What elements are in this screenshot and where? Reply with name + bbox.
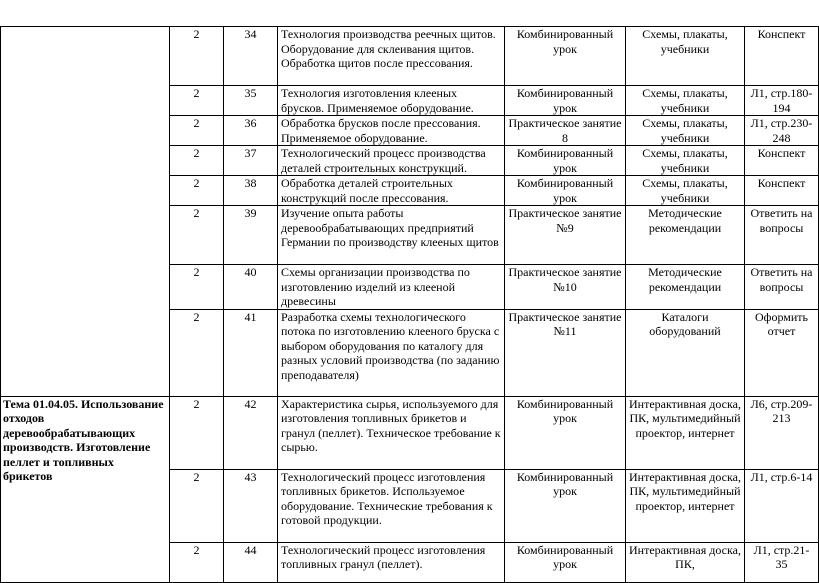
hours-cell: 2 [170, 309, 224, 396]
homework-cell: Л6, стр.209-213 [745, 396, 819, 469]
lesson-type-cell: Комбинированный урок [505, 542, 626, 582]
lesson-type-cell: Комбинированный урок [505, 469, 626, 542]
hours-cell: 2 [170, 469, 224, 542]
homework-cell: Конспект [745, 146, 819, 176]
homework-cell: Ответить на вопросы [745, 265, 819, 310]
homework-cell: Конспект [745, 176, 819, 206]
means-cell: Методические рекомендации [626, 265, 745, 310]
homework-cell: Л1, стр.6-14 [745, 469, 819, 542]
topic-cell [1, 27, 170, 397]
lesson-type-cell: Комбинированный урок [505, 176, 626, 206]
content-cell: Обработка брусков после прессования. Применяемое оборудование. [278, 116, 505, 146]
means-cell: Каталоги оборудований [626, 309, 745, 396]
content-cell: Технологический процесс изготовления топливных гранул (пеллет). [278, 542, 505, 582]
lesson-type-cell: Практическое занятие №9 [505, 206, 626, 265]
curriculum-table [0, 26, 819, 583]
lesson-number-cell: 38 [224, 176, 278, 206]
homework-cell: Ответить на вопросы [745, 206, 819, 265]
content-cell: Разработка схемы технологического потока по изготовлению клееного бруска с выбором оборудования по каталогу для разных условий производства (по заданию преподавателя) [278, 309, 505, 396]
lesson-number-cell: 37 [224, 146, 278, 176]
topic-cell: Тема 01.04.05. Использование отходов деревообрабатывающих производств. Изготовление пеллет и топливных брикетов [1, 396, 170, 582]
means-cell: Схемы, плакаты, учебники [626, 86, 745, 116]
content-cell: Характеристика сырья, используемого для изготовления топливных брикетов и гранул (пеллет). Техническое требование к сырью. [278, 396, 505, 469]
homework-cell: Л1, стр.21-35 [745, 542, 819, 582]
homework-cell: Конспект [745, 27, 819, 86]
table-row [1, 396, 819, 469]
means-cell: Схемы, плакаты, учебники [626, 116, 745, 146]
lesson-number-cell: 40 [224, 265, 278, 310]
lesson-type-cell: Комбинированный урок [505, 146, 626, 176]
means-cell: Схемы, плакаты, учебники [626, 27, 745, 86]
content-cell: Технология производства реечных щитов. Оборудование для склеивания щитов. Обработка щитов после прессования. [278, 27, 505, 86]
lesson-number-cell: 36 [224, 116, 278, 146]
lesson-type-cell: Практическое занятие №10 [505, 265, 626, 310]
content-cell: Изучение опыта работы деревообрабатывающих предприятий Германии по производству клееных щитов [278, 206, 505, 265]
means-cell: Интерактивная доска, ПК, мультимедийный проектор, интернет [626, 469, 745, 542]
means-cell: Схемы, плакаты, учебники [626, 176, 745, 206]
content-cell: Схемы организации производства по изготовлению изделий из клееной древесины [278, 265, 505, 310]
hours-cell: 2 [170, 176, 224, 206]
content-cell: Технологический процесс производства деталей строительных конструкций. [278, 146, 505, 176]
lesson-type-cell: Комбинированный урок [505, 396, 626, 469]
means-cell: Интерактивная доска, ПК, мультимедийный проектор, интернет [626, 396, 745, 469]
lesson-number-cell: 34 [224, 27, 278, 86]
lesson-type-cell: Комбинированный урок [505, 27, 626, 86]
hours-cell: 2 [170, 265, 224, 310]
means-cell: Методические рекомендации [626, 206, 745, 265]
lesson-number-cell: 39 [224, 206, 278, 265]
means-cell: Схемы, плакаты, учебники [626, 146, 745, 176]
hours-cell: 2 [170, 146, 224, 176]
content-cell: Технология изготовления клееных брусков. Применяемое оборудование. [278, 86, 505, 116]
content-cell: Технологический процесс изготовления топливных брикетов. Используемое оборудование. Технические требования к готовой продукции. [278, 469, 505, 542]
hours-cell: 2 [170, 542, 224, 582]
means-cell: Интерактивная доска, ПК, [626, 542, 745, 582]
homework-cell: Л1, стр.180-194 [745, 86, 819, 116]
lesson-type-cell: Практическое занятие 8 [505, 116, 626, 146]
lesson-type-cell: Комбинированный урок [505, 86, 626, 116]
hours-cell: 2 [170, 27, 224, 86]
hours-cell: 2 [170, 86, 224, 116]
hours-cell: 2 [170, 396, 224, 469]
lesson-number-cell: 35 [224, 86, 278, 116]
homework-cell: Л1, стр.230-248 [745, 116, 819, 146]
homework-cell: Оформить отчет [745, 309, 819, 396]
hours-cell: 2 [170, 206, 224, 265]
content-cell: Обработка деталей строительных конструкций после прессования. [278, 176, 505, 206]
lesson-number-cell: 43 [224, 469, 278, 542]
hours-cell: 2 [170, 116, 224, 146]
lesson-number-cell: 42 [224, 396, 278, 469]
lesson-number-cell: 41 [224, 309, 278, 396]
lesson-type-cell: Практическое занятие №11 [505, 309, 626, 396]
table-row [1, 27, 819, 86]
lesson-number-cell: 44 [224, 542, 278, 582]
